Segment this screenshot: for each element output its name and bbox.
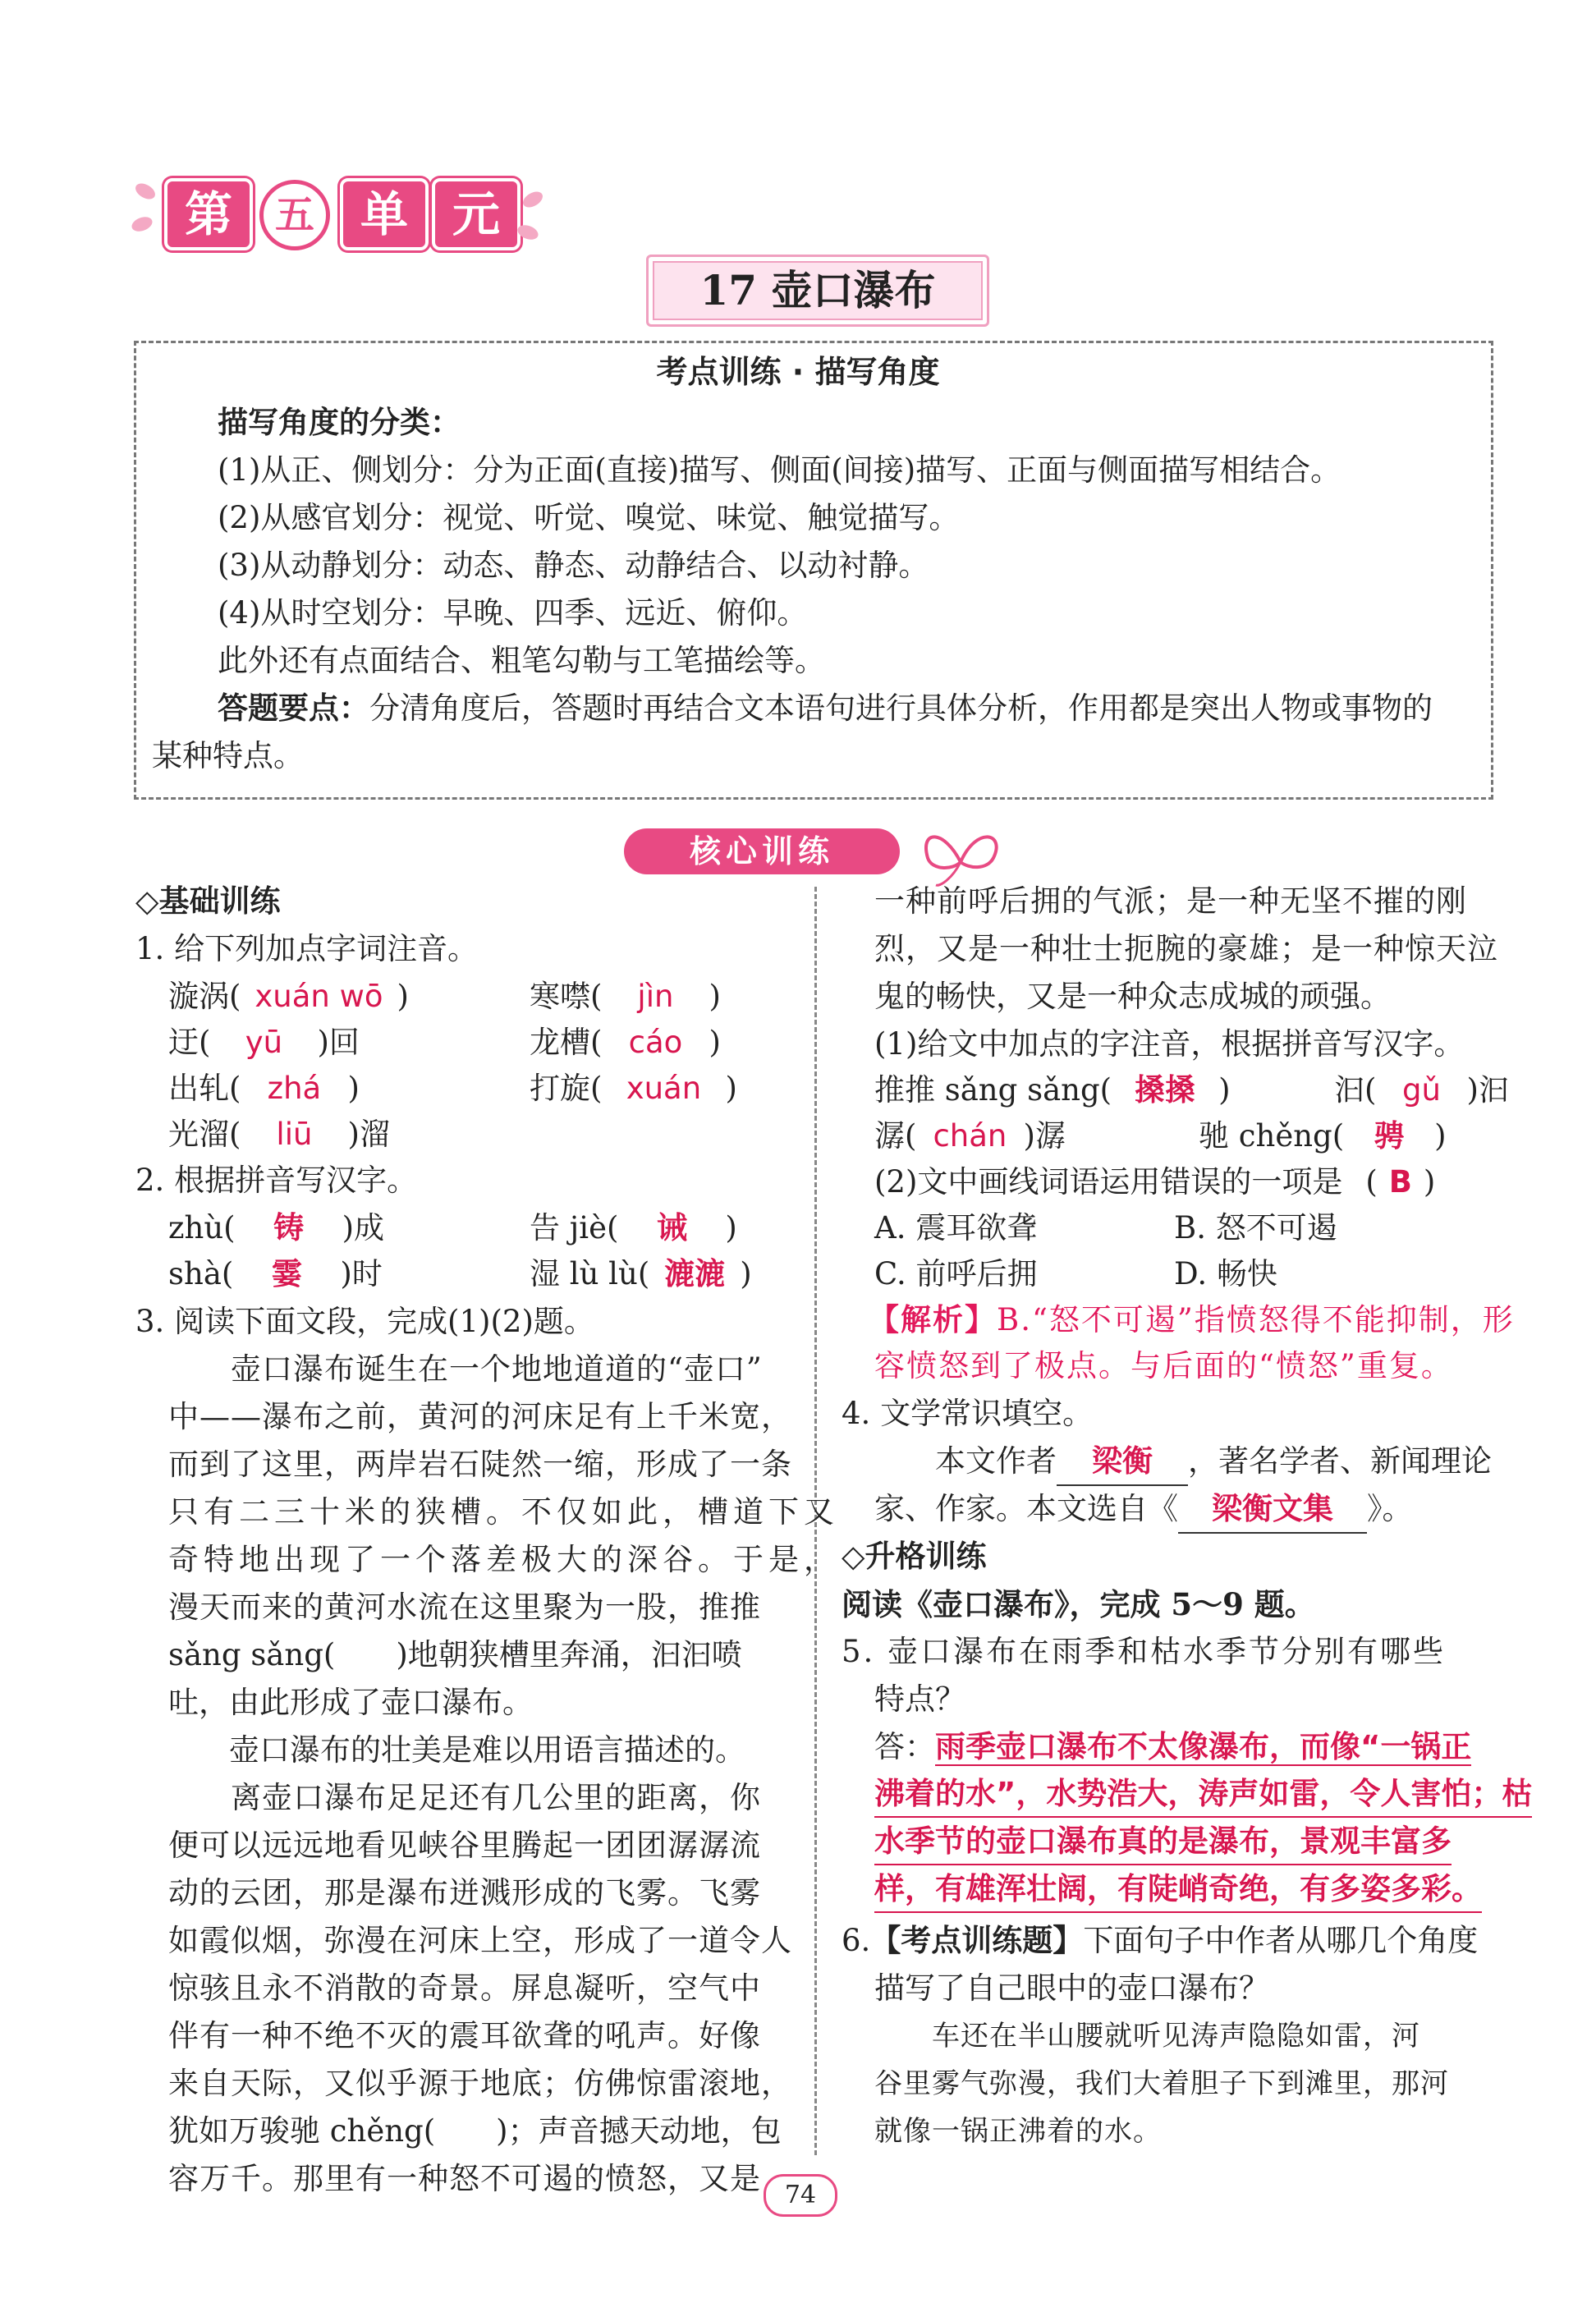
text-fragment: 家、作家。本文选自《: [874, 1491, 1178, 1526]
kaodian-item: 此外还有点面结合、粗笔勾勒与工笔描绘等。: [218, 643, 825, 678]
q2-item: [530, 1205, 737, 1251]
passage-line: 来自天际，又似乎源于地底；仿佛惊雷滚地，: [168, 2066, 792, 2101]
q5-answer: [874, 1724, 1471, 1770]
q1-item: [168, 974, 409, 1020]
kaodian-tips-cont: 某种特点。: [152, 738, 304, 773]
text-fragment: )时: [340, 1256, 383, 1291]
passage-line: sǎng sǎng( )地朝狭槽里奔涌，汩汩喷: [168, 1637, 742, 1672]
passage-line: 惊骇且永不消散的奇景。屏息凝听，空气中: [168, 1970, 761, 2006]
q1-item: [530, 974, 721, 1020]
passage-line: 动的云团，那是瀑布迸溅形成的飞雾。飞雾: [168, 1875, 761, 1911]
passage-line: 离壶口瀑布足足还有几公里的距离，你: [168, 1780, 761, 1815]
read-instruction: 阅读《壶口瀑布》，完成 5～9 题。: [842, 1586, 1315, 1622]
q5-answer-line: 沸着的水”，水势浩大，涛声如雷，令人害怕；枯: [874, 1772, 1532, 1818]
option: B. 怒不可遏: [1174, 1210, 1337, 1245]
text-fragment: 》。: [1367, 1491, 1413, 1526]
text-fragment: zhù(: [168, 1210, 236, 1245]
q3-1-item: [1334, 1067, 1509, 1113]
question-4: 4. 文学常识填空。: [842, 1396, 1094, 1431]
text-fragment: 诫: [656, 1210, 687, 1245]
text-fragment: 霎: [271, 1256, 302, 1291]
tips-text: 分清角度后，答题时再结合文本语句进行具体分析，作用都是突出人物或事物的: [369, 690, 1433, 726]
text-fragment: yū: [245, 1025, 283, 1060]
q1-item: [530, 1020, 721, 1066]
q5-answer-line: 样，有雄浑壮阔，有陡峭奇绝，有多姿多彩。: [874, 1867, 1482, 1913]
text-fragment: 搡搡: [1135, 1072, 1196, 1108]
passage-line: 犹如万骏驰 chěng( )；声音撼天动地，包: [168, 2113, 782, 2149]
passage-line: 壶口瀑布诞生在一个地地道道的“壶口”: [168, 1351, 763, 1387]
text-fragment: 下面句子中作者从哪几个角度: [1083, 1923, 1479, 1958]
kaodian-item: (1)从正、侧划分：分为正面(直接)描写、侧面(间接)描写、正面与侧面描写相结合。: [218, 452, 1341, 488]
unit-banner: [140, 168, 534, 259]
passage-line: 容万千。那里有一种怒不可遏的愤怒，又是: [168, 2161, 761, 2196]
unit-char: 第: [164, 178, 253, 250]
text-fragment: 6.: [842, 1923, 871, 1958]
passage-line: 奇特地出现了一个落差极大的深谷。于是，: [168, 1542, 839, 1577]
q1-item: [168, 1066, 360, 1112]
unit-char: 元: [432, 178, 521, 250]
question-5: 5. 壶口瀑布在雨季和枯水季节分别有哪些: [842, 1634, 1447, 1669]
tips-label: 答题要点：: [218, 690, 369, 726]
q5-answer-line: 水季节的壶口瀑布真的是瀑布，景观丰富多: [874, 1819, 1452, 1865]
q4-line2: [874, 1486, 1413, 1534]
passage-line: 便可以远远地看见峡谷里腾起一团团潺潺流: [168, 1828, 761, 1863]
text-fragment: 潺(: [874, 1118, 917, 1154]
text-fragment: )成: [342, 1210, 385, 1245]
text-fragment: 汩(: [1334, 1072, 1377, 1108]
text-fragment: liū: [276, 1117, 313, 1152]
text-fragment: 铸: [273, 1210, 305, 1245]
text-fragment: 出轧(: [168, 1071, 241, 1106]
text-fragment: 骋: [1374, 1118, 1405, 1154]
passage-line: 漫天而来的黄河水流在这里聚为一股，推推: [168, 1590, 761, 1625]
passage-line: 如霞似烟，弥漫在河床上空，形成了一道令人: [168, 1923, 792, 1958]
text-fragment: ): [709, 1025, 721, 1060]
text-fragment: )汩: [1466, 1072, 1509, 1108]
text-fragment: ): [725, 1071, 737, 1106]
kaodian-heading: 考点训练 · 描写角度: [656, 354, 940, 390]
text-fragment: ): [1218, 1072, 1231, 1108]
text-fragment: shà(: [168, 1256, 234, 1291]
text-fragment: (2)文中画线词语运用错误的一项是: [874, 1164, 1343, 1200]
q4-line1: [874, 1438, 1492, 1486]
passage-line: 伴有一种不绝不灭的震耳欲聋的吼声。好像: [168, 2018, 761, 2053]
q3-1-item: [874, 1113, 1066, 1159]
kaodian-item: (2)从感官划分：视觉、听觉、嗅觉、味觉、触觉描写。: [218, 500, 960, 535]
question-3-2: (2)文中画线词语运用错误的一项是 ( B ): [874, 1159, 1435, 1205]
text-fragment: jìn: [637, 979, 674, 1014]
passage-line: 一种前呼后拥的气派；是一种无坚不摧的刚: [874, 883, 1467, 919]
text-fragment: 漉漉: [664, 1256, 726, 1291]
passage-line: 中——瀑布之前，黄河的河床足有上千米宽，: [168, 1399, 792, 1434]
text-fragment: 答：: [874, 1729, 935, 1764]
text-fragment: )潺: [1023, 1118, 1066, 1154]
jiexi-cont: 容愤怒到了极点。与后面的“愤怒”重复。: [874, 1348, 1453, 1383]
option: C. 前呼后拥: [874, 1256, 1038, 1291]
passage-line: 鬼的畅快，又是一种众志成城的顽强。: [874, 979, 1391, 1014]
q6-passage: 谷里雾气弥漫，我们大着胆子下到滩里，那河: [874, 2067, 1449, 2100]
kaodian-item: (3)从动静划分：动态、静态、动静结合、以动衬静。: [218, 548, 929, 583]
text-fragment: zhá: [267, 1071, 322, 1106]
text-fragment: 驰 chěng(: [1199, 1118, 1345, 1154]
text-fragment: xuán: [626, 1071, 702, 1106]
core-banner: [624, 825, 903, 878]
text-fragment: gǔ: [1401, 1072, 1441, 1108]
text-fragment: 【考点训练题】: [870, 1923, 1084, 1958]
question-3-1: (1)给文中加点的字注音，根据拼音写汉字。: [874, 1026, 1465, 1062]
kaodian-item: (4)从时空划分：早晚、四季、远近、俯仰。: [218, 595, 808, 631]
question-3: 3. 阅读下面文段，完成(1)(2)题。: [135, 1304, 594, 1339]
text-fragment: 漩涡(: [168, 979, 241, 1014]
text-fragment: ): [740, 1256, 752, 1291]
passage-line: 烈，又是一种壮士扼腕的豪雄；是一种惊天泣: [874, 931, 1498, 966]
q3-1-item: [1199, 1113, 1447, 1159]
q3-1-item: [874, 1067, 1231, 1113]
passage-line: 吐，由此形成了壶口瀑布。: [168, 1685, 533, 1720]
text-fragment: B.“怒不可遏”指愤怒得不能抑制，形: [997, 1302, 1515, 1337]
text-fragment: ，著名学者、新闻理论: [1188, 1443, 1492, 1479]
q6-passage: 车还在半山腰就听见涛声隐隐如雷，河: [874, 2020, 1420, 2053]
section-basic: ◇基础训练: [135, 883, 281, 919]
kaodian-tips: [218, 686, 1433, 732]
q2-item: [168, 1251, 383, 1297]
q6-passage: 就像一锅正沸着的水。: [874, 2115, 1162, 2148]
text-fragment: 湿 lù lù(: [530, 1256, 650, 1291]
text-fragment: 迂(: [168, 1025, 211, 1060]
text-fragment: ): [397, 979, 409, 1014]
question-6: [842, 1918, 1478, 1964]
question-2: 2. 根据拼音写汉字。: [135, 1163, 418, 1198]
text-fragment: 推推 sǎng sǎng(: [874, 1072, 1112, 1108]
text-fragment: 本文作者: [874, 1443, 1057, 1479]
unit-char: 五: [259, 180, 330, 250]
unit-char: 单: [340, 178, 429, 250]
page-number: 74: [764, 2174, 837, 2217]
lesson-title: [646, 255, 989, 327]
text-fragment: 告 jiè(: [530, 1210, 619, 1245]
text-fragment: xuán wō: [255, 979, 383, 1014]
core-banner-text: 核心训练: [624, 828, 900, 874]
text-fragment: chán: [933, 1118, 1007, 1154]
text-fragment: 打旋(: [530, 1071, 603, 1106]
question-5-cont: 特点？: [874, 1681, 965, 1717]
q2-item: [530, 1251, 752, 1297]
kaodian-sub: 描写角度的分类：: [218, 405, 461, 440]
text-fragment: ): [725, 1210, 737, 1245]
passage-line: 只有二三十米的狭槽。不仅如此，槽道下又: [168, 1494, 839, 1530]
text-fragment: 光溜(: [168, 1117, 241, 1152]
question-6-cont: 描写了自己眼中的壶口瀑布？: [874, 1970, 1269, 2006]
text-fragment: )溜: [347, 1117, 390, 1152]
text-fragment: 寒噤(: [530, 979, 603, 1014]
section-advanced: ◇升格训练: [842, 1539, 987, 1574]
passage-line: 而到了这里，两岸岩石陡然一缩，形成了一条: [168, 1447, 792, 1482]
option: A. 震耳欲聋: [874, 1210, 1038, 1245]
text-fragment: 雨季壶口瀑布不太像瀑布，而像“一锅正: [935, 1729, 1472, 1764]
text-fragment: ): [347, 1071, 360, 1106]
text-fragment: ): [1434, 1118, 1447, 1154]
text-fragment: 龙槽(: [530, 1025, 603, 1060]
question-1: 1. 给下列加点字词注音。: [135, 931, 479, 966]
text-fragment: 【解析】: [869, 1302, 997, 1337]
option: D. 畅快: [1174, 1256, 1277, 1291]
lesson-title-text: 17 壶口瀑布: [699, 266, 936, 314]
text-fragment: 梁衡: [1057, 1438, 1188, 1486]
q1-item: [168, 1020, 360, 1066]
passage-line: 壶口瀑布的壮美是难以用语言描述的。: [168, 1732, 745, 1768]
q3-2-answer: B: [1388, 1164, 1412, 1200]
text-fragment: )回: [317, 1025, 360, 1060]
q1-item: [168, 1112, 390, 1158]
text-fragment: cáo: [628, 1025, 683, 1060]
text-fragment: 梁衡文集: [1178, 1486, 1367, 1534]
text-fragment: ): [709, 979, 721, 1014]
q1-item: [530, 1066, 737, 1112]
jiexi: [869, 1297, 1515, 1343]
q2-item: [168, 1205, 384, 1251]
